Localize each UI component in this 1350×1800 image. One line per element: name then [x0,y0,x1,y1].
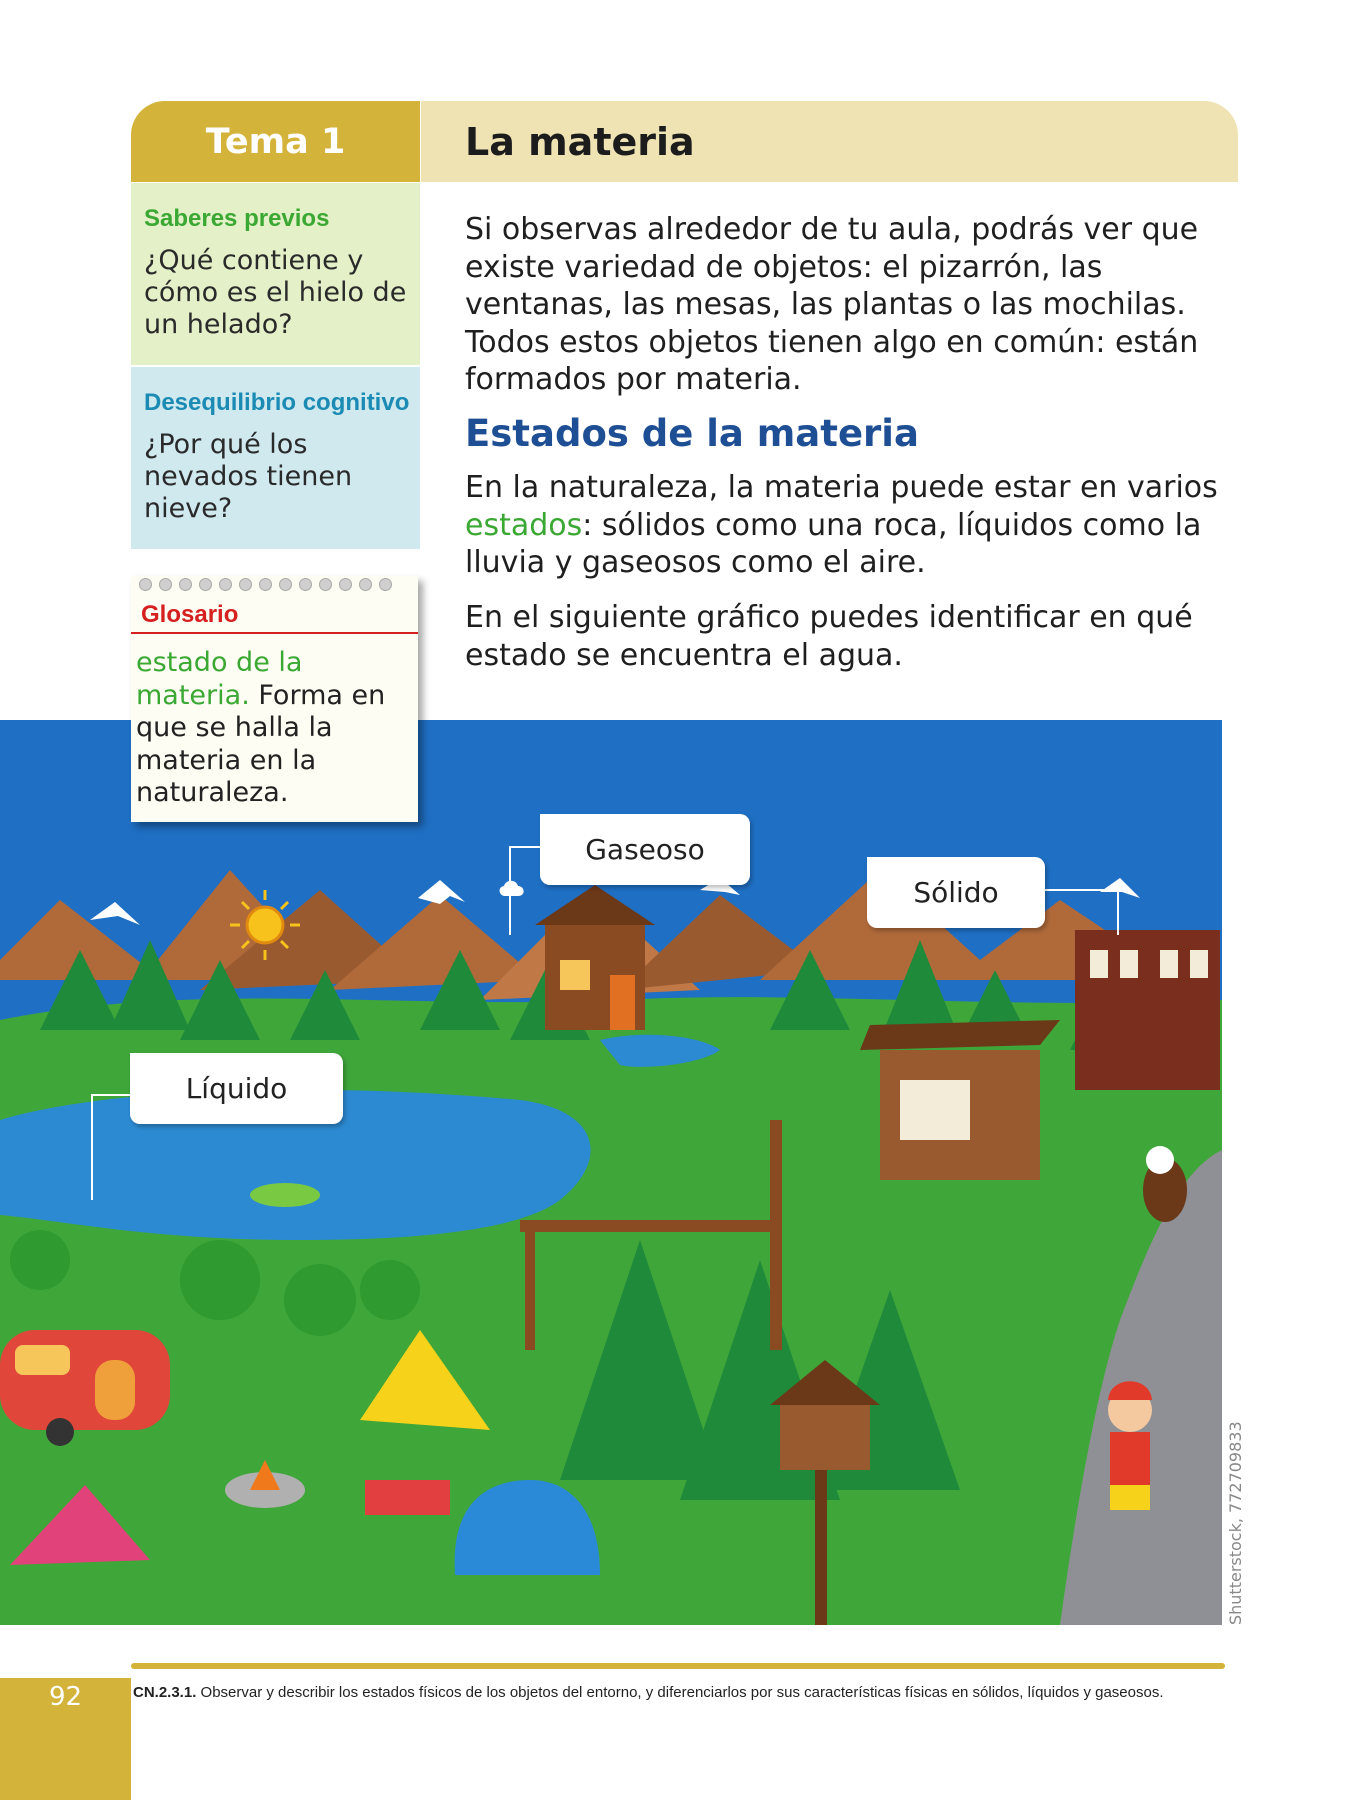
canoe [250,1183,320,1207]
intro-paragraph: Si observas alrededor de tu aula, podrás ver que existe variedad de objetos: el pizarrón, las ventanas, las mesas, las plantas o las mochilas. Todos estos objetos tienen algo en común: están formados por materia. [465,212,1199,397]
label-gaseoso [540,814,750,885]
label-liquido-text: Líquido [185,1072,288,1105]
states-text-after: : sólidos como una roca, líquidos como la lluvia y gaseosos como el aire. [465,507,1202,580]
desequilibrio-title: Desequilibrio cognitivo [144,389,410,416]
saberes-previos-title: Saberes previos [144,205,330,232]
title-bar [421,101,1238,182]
tema-tab [131,101,420,182]
snack-bar [860,1020,1060,1180]
glosario-definition: Forma en que se halla la materia en la naturaleza. [136,679,386,808]
page-number: 92 [48,1682,83,1712]
footer-divider [131,1663,1225,1669]
saberes-previos-box [131,183,420,365]
glosario-term: estado de la materia. [136,647,303,711]
states-text-before: En la naturaleza, la materia puede estar en varios [465,470,1218,505]
label-solido [867,857,1045,928]
graphic-intro-paragraph: En el siguiente gráfico puedes identificar en qué estado se encuentra el agua. [465,600,1193,673]
image-credit: Shutterstock, 772709833 [1226,1421,1245,1625]
curriculum-code: CN.2.3.1. [133,1684,197,1701]
curriculum-note [133,1684,1164,1701]
page-title: La materia [465,119,695,164]
climber [1108,1381,1152,1510]
section-title: Estados de la materia [465,412,919,455]
glosario-entry [136,647,412,810]
desequilibrio-text: ¿Por qué los nevados tienen nieve? [144,429,353,524]
tema-label: Tema 1 [205,121,346,162]
label-gaseoso-text: Gaseoso [585,833,705,866]
picnic-blanket [365,1480,450,1515]
curriculum-text: Observar y describir los estados físicos de los objetos del entorno, y diferenciarlos por sus características físicas en sólidos, líquidos y gaseosos. [196,1684,1164,1701]
states-highlight: estados [465,507,583,543]
spiral-binding [131,578,426,592]
saberes-previos-text: ¿Qué contiene y cómo es el hielo de un helado? [144,245,407,340]
glosario-divider [131,632,418,634]
desequilibrio-box [131,367,420,549]
glosario-title: Glosario [141,601,239,628]
caravan [0,1330,170,1446]
brick-house [1075,930,1220,1090]
label-liquido [130,1053,343,1124]
states-paragraph [465,469,1235,582]
label-solido-text: Sólido [913,876,999,909]
